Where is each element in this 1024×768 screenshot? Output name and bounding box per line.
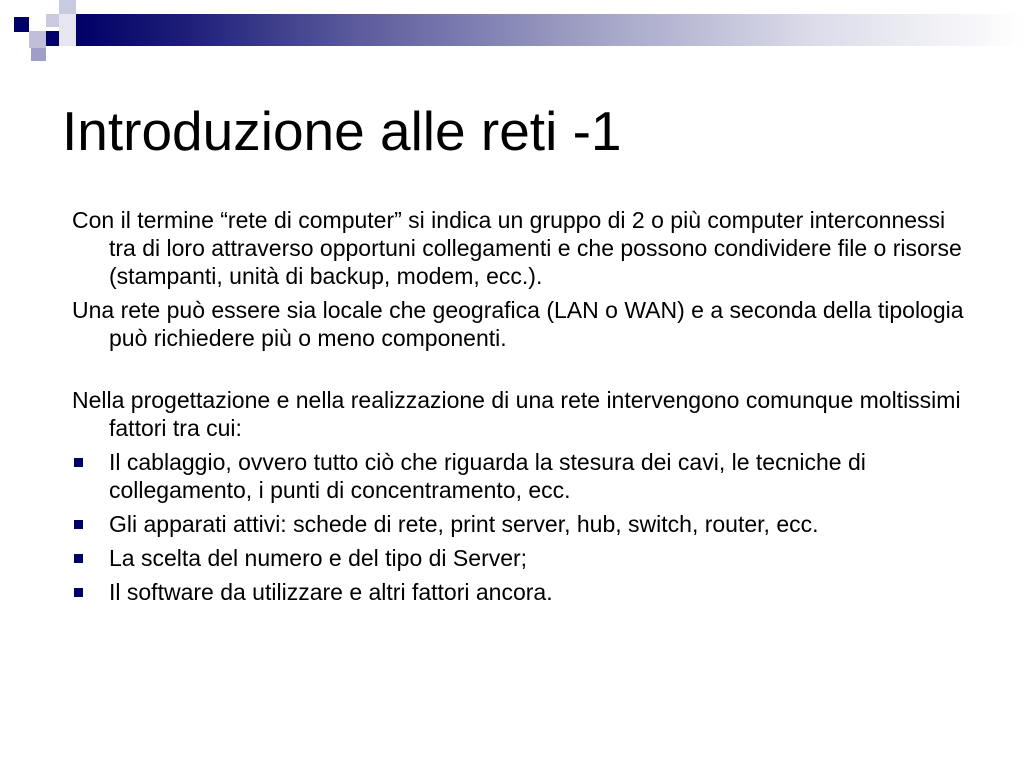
bullet-item [72, 544, 972, 572]
bullet-text: Gli apparati attivi: schede di rete, print server, hub, switch, router, ecc. [109, 511, 819, 537]
decorative-square [31, 48, 46, 61]
paragraph: Nella progettazione e nella realizzazione di una rete intervengono comunque moltissimi fattori tra cui: [72, 387, 961, 441]
bullet-list [72, 448, 972, 606]
bullet-text: Il software da utilizzare e altri fattori ancora. [109, 579, 553, 605]
decorative-square [29, 31, 46, 48]
square-bullet-icon [74, 554, 83, 563]
bullet-item [72, 578, 972, 606]
paragraph: Una rete può essere sia locale che geografica (LAN o WAN) e a seconda della tipologia può richiedere più o meno componenti. [72, 297, 964, 351]
bullet-text: Il cablaggio, ovvero tutto ciò che riguarda la stesura dei cavi, le tecniche di collegamento, i punti di concentramento, ecc. [109, 449, 866, 503]
header-gradient-bar [76, 14, 1024, 46]
square-bullet-icon [74, 588, 83, 597]
bullet-item [72, 448, 972, 504]
square-bullet-icon [74, 520, 83, 529]
decorative-square [59, 0, 76, 14]
decorative-square [14, 17, 29, 32]
slide-body [72, 206, 972, 612]
bullet-item [72, 510, 972, 538]
slide-title: Introduzione alle reti -1 [62, 100, 622, 162]
bullet-text: La scelta del numero e del tipo di Server; [109, 545, 528, 571]
decorative-square [46, 14, 59, 27]
decorative-square [59, 14, 76, 46]
square-bullet-icon [74, 458, 83, 467]
decorative-square [46, 31, 59, 46]
paragraph: Con il termine “rete di computer” si indica un gruppo di 2 o più computer interconnessi tra di loro attraverso opportuni collegamenti e che possono condividere file o risorse (stampanti, unità di backup, modem, ecc.). [72, 207, 962, 289]
